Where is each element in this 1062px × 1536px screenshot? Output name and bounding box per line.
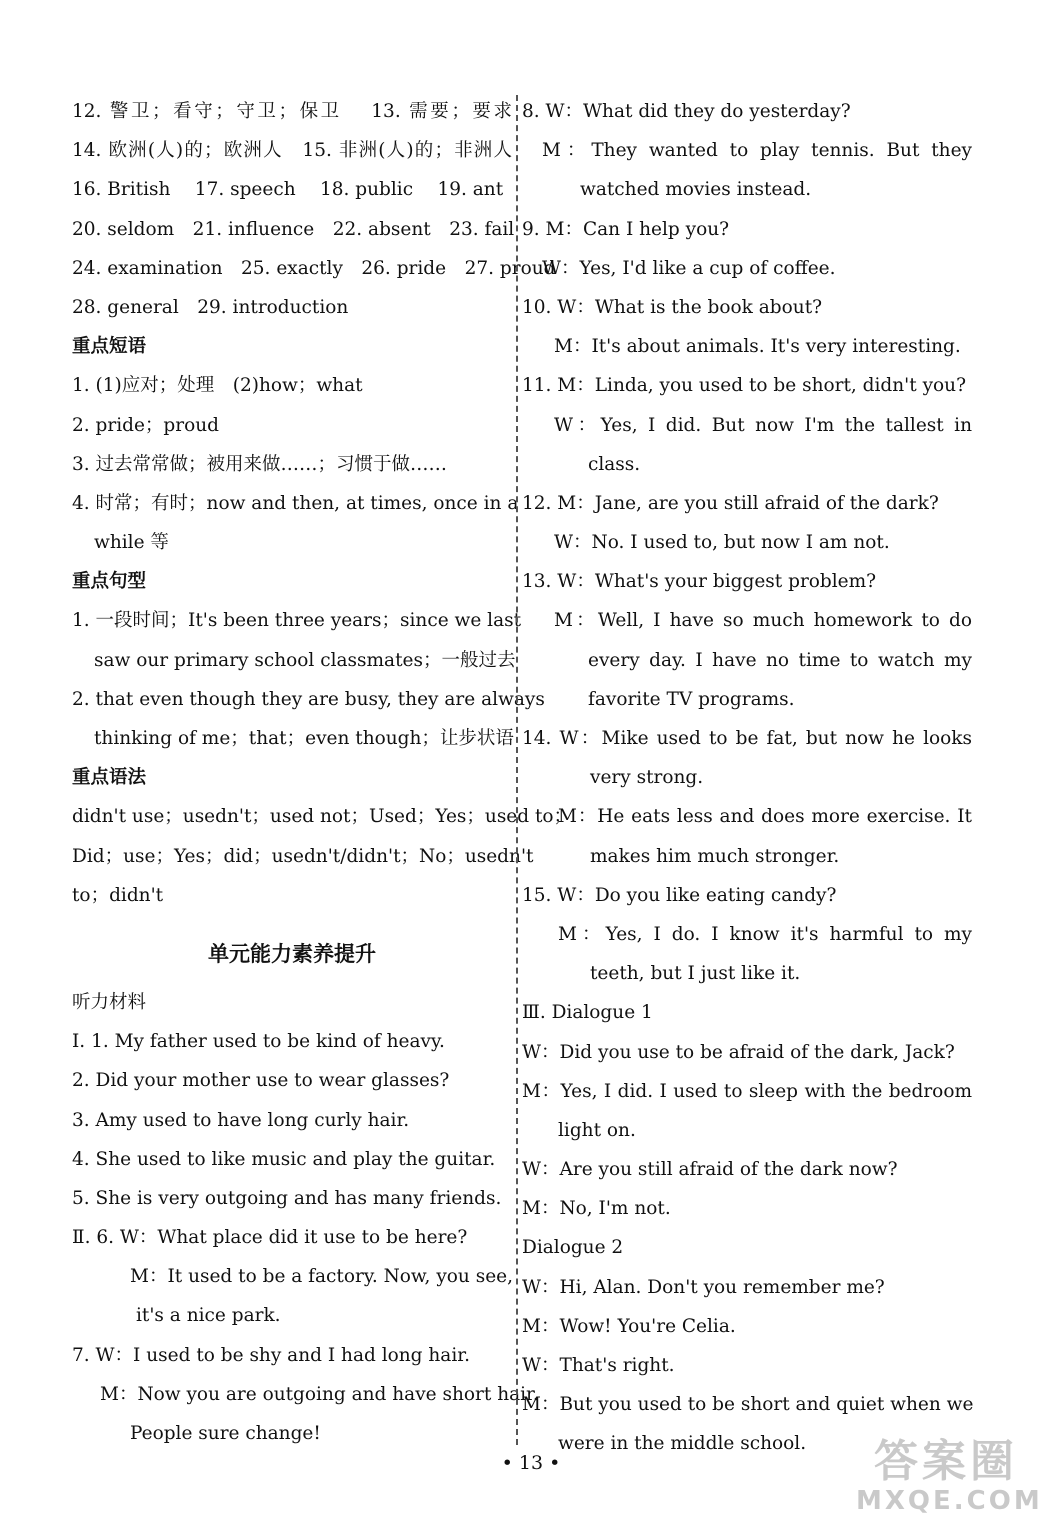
text-line: every day. I have no time to watch my xyxy=(588,649,972,671)
text-line: didn't use；usedn't；used not；Used；Yes；used to； xyxy=(72,806,573,828)
section-heading: 重点句型 xyxy=(72,571,147,593)
text-line: 3. Amy used to have long curly hair. xyxy=(72,1109,410,1131)
text-line: M：No, I'm not. xyxy=(522,1198,671,1220)
text-line: Ⅱ. 6. W：What place did it use to be here? xyxy=(72,1227,468,1249)
text-line: 14. 欧洲(人)的；欧洲人 15. 非洲(人)的；非洲人 xyxy=(72,140,512,162)
watermark-bottom-text: MXQE.COM xyxy=(856,1486,1043,1516)
text-line: M：But you used to be short and quiet when we xyxy=(522,1394,974,1416)
text-line: 12. 警卫；看守；守卫；保卫 13. 需要；要求 xyxy=(72,101,512,122)
text-line: 1. (1)应对；处理 (2)how；what xyxy=(72,375,363,397)
text-line: W：Yes, I did. But now I'm the tallest in xyxy=(554,414,972,436)
text-line: 28. general 29. introduction xyxy=(72,296,349,318)
text-line: 11. M：Linda, you used to be short, didn't you? xyxy=(522,375,967,397)
right-column xyxy=(522,92,972,1464)
text-line: 2. Did your mother use to wear glasses? xyxy=(72,1070,450,1092)
text-line: M：It used to be a factory. Now, you see, xyxy=(130,1266,513,1288)
text-line: M：Yes, I did. I used to sleep with the bedroom xyxy=(522,1080,972,1102)
text-line: Dialogue 2 xyxy=(522,1237,624,1259)
text-line: W：Did you use to be afraid of the dark, Jack? xyxy=(522,1041,955,1063)
watermark-top-text: 答案圈 xyxy=(874,1436,1018,1487)
section-heading: 重点语法 xyxy=(72,767,147,789)
text-line: People sure change! xyxy=(130,1423,321,1444)
page-number: • 13 • xyxy=(501,1452,561,1474)
text-line: 2. that even though they are busy, they are always xyxy=(72,688,545,710)
text-line: 12. M：Jane, are you still afraid of the dark? xyxy=(522,492,939,514)
text-line: while 等 xyxy=(94,532,169,554)
text-line: 4. She used to like music and play the guitar. xyxy=(72,1148,496,1170)
section-heading: 重点短语 xyxy=(72,336,147,358)
text-line: 10. W：What is the book about? xyxy=(522,296,823,318)
text-line: 13. W：What's your biggest problem? xyxy=(522,571,877,593)
text-line: W：Hi, Alan. Don't you remember me? xyxy=(522,1276,885,1298)
listening-material-lines xyxy=(72,983,539,1453)
text-line: 4. 时常；有时；now and then, at times, once in a xyxy=(72,492,519,514)
text-line: Ⅰ. 1. My father used to be kind of heavy. xyxy=(72,1031,445,1053)
text-line: Did；use；Yes；did；usedn't/didn't；No；usedn't xyxy=(72,845,534,867)
text-line: class. xyxy=(588,453,641,475)
left-answer-lines xyxy=(72,92,573,915)
text-line: it's a nice park. xyxy=(136,1305,281,1327)
text-line: W：Are you still afraid of the dark now? xyxy=(522,1159,898,1181)
text-line: W：Yes, I'd like a cup of coffee. xyxy=(542,257,836,279)
text-line: Ⅲ. Dialogue 1 xyxy=(522,1002,653,1024)
section-title: 单元能力素养提升 xyxy=(208,940,376,966)
text-line: 3. 过去常常做；被用来做……；习惯于做…… xyxy=(72,453,448,475)
text-line: M：Now you are outgoing and have short hair. xyxy=(100,1383,539,1405)
text-line: 8. W：What did they do yesterday? xyxy=(522,101,851,122)
text-line: 7. W：I used to be shy and I had long hair. xyxy=(72,1344,470,1366)
text-line: 5. She is very outgoing and has many friends. xyxy=(72,1187,502,1209)
text-line: M：They wanted to play tennis. But they xyxy=(542,140,972,162)
text-line: favorite TV programs. xyxy=(588,688,795,710)
text-line: W：That's right. xyxy=(522,1355,675,1376)
text-line: M：Wow! You're Celia. xyxy=(522,1315,736,1337)
right-dialogue-lines xyxy=(522,92,972,1464)
text-line: 15. W：Do you like eating candy? xyxy=(522,884,837,906)
text-line: 24. examination 25. exactly 26. pride 27. proud xyxy=(72,257,556,279)
text-line: W：No. I used to, but now I am not. xyxy=(554,532,890,554)
text-line: M：It's about animals. It's very interesting. xyxy=(554,336,961,358)
text-line: 1. 一段时间；It's been three years；since we last xyxy=(72,610,522,632)
text-line: thinking of me；that；even though；让步状语 xyxy=(94,728,514,749)
text-line: M：Yes, I do. I know it's harmful to my xyxy=(558,923,972,945)
text-line: 9. M：Can I help you? xyxy=(522,218,730,240)
text-line: M：He eats less and does more exercise. It xyxy=(558,806,972,828)
text-line: light on. xyxy=(558,1119,636,1141)
text-line: to；didn't xyxy=(72,884,164,906)
text-line: teeth, but I just like it. xyxy=(590,963,801,985)
text-line: 16. British 17. speech 18. public 19. ant xyxy=(72,179,504,201)
text-line: 20. seldom 21. influence 22. absent 23. fail xyxy=(72,218,515,240)
text-line: saw our primary school classmates；一般过去 xyxy=(94,649,516,671)
watermark-logo xyxy=(856,1436,1043,1524)
text-line: 听力材料 xyxy=(72,991,147,1013)
text-line: 2. pride；proud xyxy=(72,414,220,436)
text-line: M：Well, I have so much homework to do xyxy=(554,610,972,632)
text-line: were in the middle school. xyxy=(558,1433,807,1455)
text-line: makes him much stronger. xyxy=(590,845,840,867)
text-line: 14. W：Mike used to be fat, but now he looks xyxy=(522,728,972,749)
text-line: very strong. xyxy=(590,767,704,789)
column-divider xyxy=(516,95,518,1445)
text-line: watched movies instead. xyxy=(580,179,812,201)
